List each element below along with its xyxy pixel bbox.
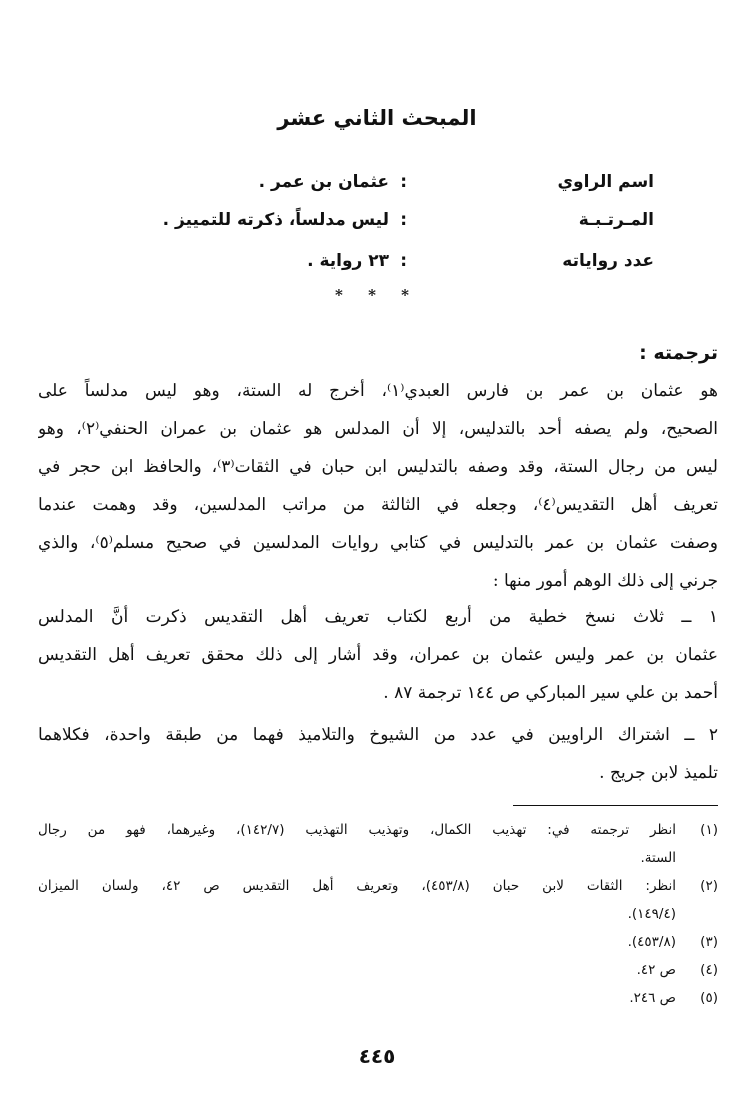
narrator-name-row [0,172,754,206]
narrator-rank-label: المـرتـبـة [578,210,654,230]
footnote-text: انظر ترجمته في: تهذيب الكمال، وتهذيب التهذيب (١٤٢/٧)، وغيرهما، فهو من رجال [38,822,676,838]
footnote-text-continuation: (١٤٩/٤). [627,906,676,922]
footnote-4 [38,956,718,984]
footnote-number: (٥) [700,990,718,1006]
section-separator: * * * [335,286,419,304]
footnote-separator-rule [513,805,718,806]
text-line: هو عثمان بن عمر بن فارس العبدي⁽١⁾، أخرج له الستة، وهو ليس مدلساً على [38,381,718,401]
biography-heading: ترجمته : [639,342,718,364]
text-line: ١ ــ ثلاث نسخ خطية من أربع لكتاب تعريف أهل التقديس ذكرت أنَّ المدلس [38,607,718,627]
colon: : [400,172,407,192]
reason-item-2 [38,716,718,792]
section-title: المبحث الثاني عشر [277,106,477,130]
narrator-rank-row [0,210,754,244]
footnote-text: ص ٢٤٦. [629,990,676,1006]
text-line: ٢ ــ اشتراك الراويين في عدد من الشيوخ والتلاميذ فهما من طبقة واحدة، فكلاهما [38,725,718,745]
narration-count-value: ٢٣ رواية . [307,251,389,271]
footnote-text: انظر: الثقات لابن حبان (٤٥٣/٨)، وتعريف أهل التقديس ص ٤٢، ولسان الميزان [38,878,676,894]
footnote-number: (١) [700,822,718,838]
text-line: أحمد بن علي سير المباركي ص ١٤٤ ترجمة ٨٧ . [383,683,718,703]
text-line: تلميذ لابن جريج . [599,763,718,783]
footnote-1 [38,816,718,872]
narrator-name-value: عثمان بن عمر . [258,172,389,192]
footnote-3 [38,928,718,956]
text-line: ليس من رجال الستة، وقد وصفه بالتدليس ابن حبان في الثقات⁽٣⁾، والحافظ ابن حجر في [38,457,718,477]
footnote-5 [38,984,718,1012]
footnote-text: (٤٥٣/٨). [627,934,676,950]
text-line: جرني إلى ذلك الوهم أمور منها : [492,571,718,591]
reason-item-1 [38,598,718,712]
footnote-text: ص ٤٢. [636,962,676,978]
narration-count-label: عدد رواياته [562,251,654,271]
narrator-name-label: اسم الراوي [557,172,654,192]
footnote-text-continuation: الستة. [640,850,676,866]
text-line: عثمان بن عمر وليس عثمان بن عمران، وقد أشار إلى ذلك محقق تعريف أهل التقديس [38,645,718,665]
biography-paragraph [38,372,718,600]
footnote-number: (٣) [700,934,718,950]
footnote-number: (٤) [700,962,718,978]
footnote-number: (٢) [700,878,718,894]
text-line: وصفت عثمان بن عمر بالتدليس في كتابي روايات المدلسين في صحيح مسلم⁽٥⁾، والذي [38,533,718,553]
footnote-2 [38,872,718,928]
narration-count-row [0,251,754,285]
colon: : [400,210,407,230]
narrator-rank-value: ليس مدلساً، ذكرته للتمييز . [162,210,389,230]
text-line: الصحيح، ولم يصفه أحد بالتدليس، إلا أن المدلس هو عثمان بن عمران الحنفي⁽٢⁾، وهو [38,419,718,439]
text-line: تعريف أهل التقديس⁽٤⁾، وجعله في الثالثة من مراتب المدلسين، وقد وهمت عندما [38,495,718,515]
page-number: ٤٤٥ [358,1044,396,1068]
footnotes [38,816,718,1012]
colon: : [400,251,407,271]
